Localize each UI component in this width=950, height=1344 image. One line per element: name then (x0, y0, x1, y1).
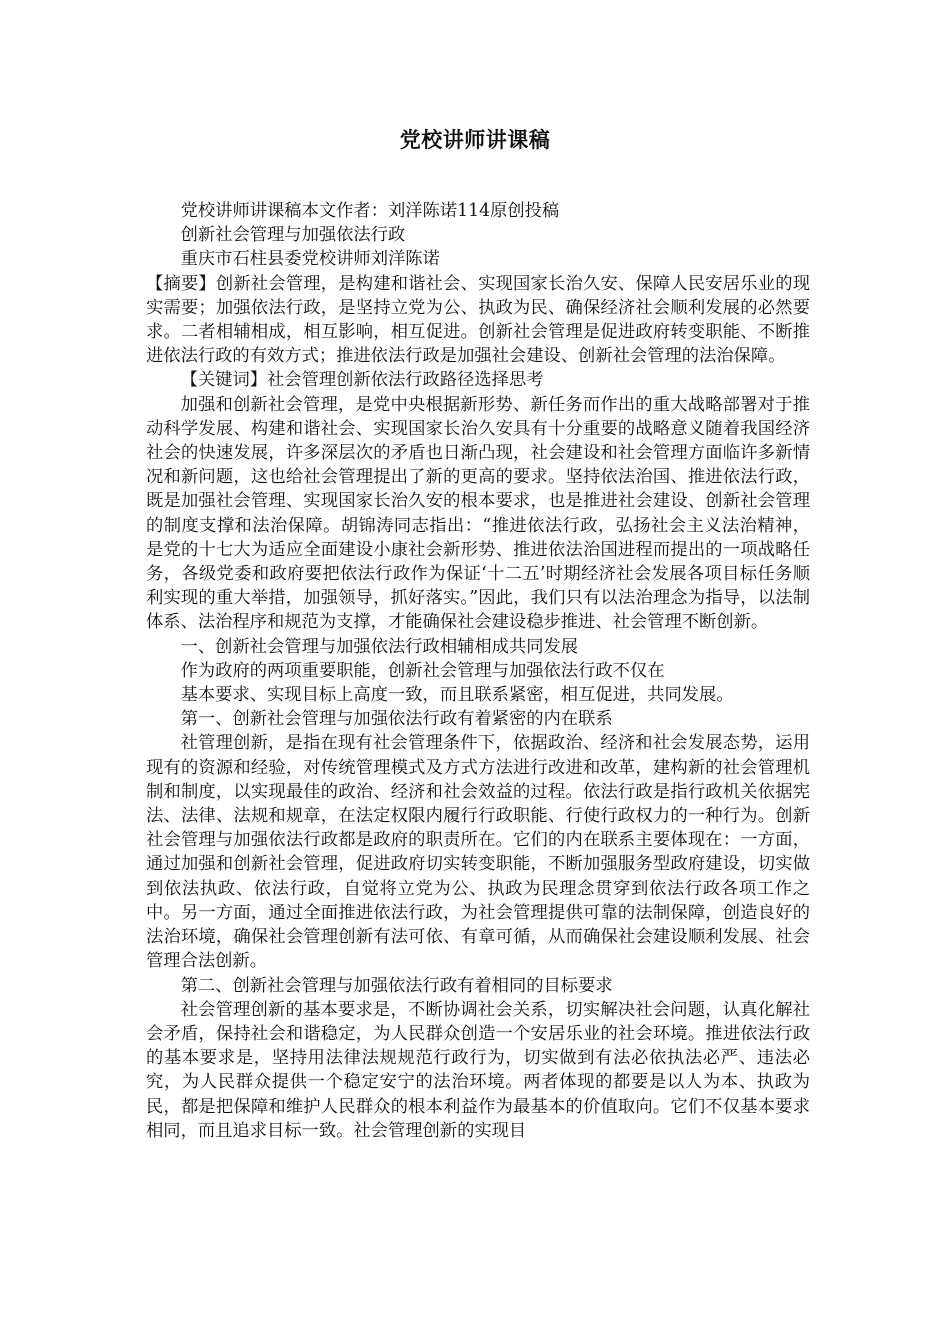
document-title: 党校讲师讲课稿 (399, 128, 551, 152)
paragraph-subtitle: 创新社会管理与加强依法行政 (180, 225, 406, 246)
paragraph-section-1-intro-b: 基本要求、实现目标上高度一致，而且联系紧密，相互促进，共同发展。 (180, 685, 734, 706)
paragraph-author-line: 党校讲师讲课稿本文作者：刘洋陈诺114原创投稿 (180, 201, 560, 221)
paragraph-keywords: 【关键词】社会管理创新依法行政路径选择思考 (180, 370, 544, 391)
document-body (146, 199, 810, 1143)
paragraph-abstract: 【摘要】创新社会管理，是构建和谐社会、实现国家长治久安、保障人民安居乐业的现实需要；加强依法行政，是坚持立党为公、执政为民、确保经济社会顺利发展的必然要求。二者相辅相成，相互影响，相互促进。创新社会管理是促进政府转变职能、不断推进依法行政的有效方式；推进依法行政是加强社会建设、创新社会管理的法治保障。 (146, 273, 810, 367)
subheading-1: 第一、创新社会管理与加强依法行政有着紧密的内在联系 (180, 709, 613, 730)
paragraph-subsection-2: 社会管理创新的基本要求是，不断协调社会关系，切实解决社会问题，认真化解社会矛盾，保持社会和谐稳定，为人民群众创造一个安居乐业的社会环境。推进依法行政的基本要求是，坚持用法律法规规范行政行为，切实做到有法必依执法必严、违法必究，为人民群众提供一个稳定安宁的法治环境。两者体现的都要是以人为本、执政为民，都是把保障和维护人民群众的根本利益作为最基本的价值取向。它们不仅基本要求相同，而且追求目标一致。社会管理创新的实现目 (146, 999, 810, 1141)
paragraph-affiliation: 重庆市石柱县委党校讲师刘洋陈诺 (180, 249, 440, 270)
section-heading-1: 一、创新社会管理与加强依法行政相辅相成共同发展 (180, 636, 579, 657)
subheading-2: 第二、创新社会管理与加强依法行政有着相同的目标要求 (180, 975, 613, 996)
paragraph-section-1-intro-a: 作为政府的两项重要职能，创新社会管理与加强依法行政不仅在 (180, 660, 665, 681)
paragraph-introduction: 加强和创新社会管理，是党中央根据新形势、新任务而作出的重大战略部署对于推动科学发展、构建和谐社会、实现国家长治久安具有十分重要的战略意义随着我国经济社会的快速发展，许多深层次的矛盾也日渐凸现，社会建设和社会管理方面临许多新情况和新问题，这也给社会管理提出了新的更高的要求。坚持依法治国、推进依法行政，既是加强社会管理、实现国家长治久安的根本要求，也是推进社会建设、创新社会管理的制度支撑和法治保障。胡锦涛同志指出：“推进依法行政，弘扬社会主义法治精神，是党的十七大为适应全面建设小康社会新形势、推进依法治国进程而提出的一项战略任务，各级党委和政府要把依法行政作为保证‘十二五’时期经济社会发展各项目标任务顺利实现的重大举措，加强领导，抓好落实。”因此，我们只有以法治理念为指导，以法制体系、法治程序和规范为支撑，才能确保社会建设稳步推进、社会管理不断创新。 (146, 394, 810, 633)
paragraph-subsection-1: 社管理创新，是指在现有社会管理条件下，依据政治、经济和社会发展态势，运用现有的资源和经验，对传统管理模式及方式方法进行改进和改革，建构新的社会管理机制和制度，以实现最佳的政治、经济和社会效益的过程。依法行政是指行政机关依据宪法、法律、法规和规章，在法定权限内履行行政职能、行使行政权力的一种行为。创新社会管理与加强依法行政都是政府的职责所在。它们的内在联系主要体现在：一方面，通过加强和创新社会管理，促进政府切实转变职能，不断加强服务型政府建设，切实做到依法执政、依法行政，自觉将立党为公、执政为民理念贯穿到依法行政各项工作之中。另一方面，通过全面推进依法行政，为社会管理提供可靠的法制保障，创造良好的法治环境，确保社会管理创新有法可依、有章可循，从而确保社会建设顺利发展、社会管理合法创新。 (146, 733, 810, 972)
